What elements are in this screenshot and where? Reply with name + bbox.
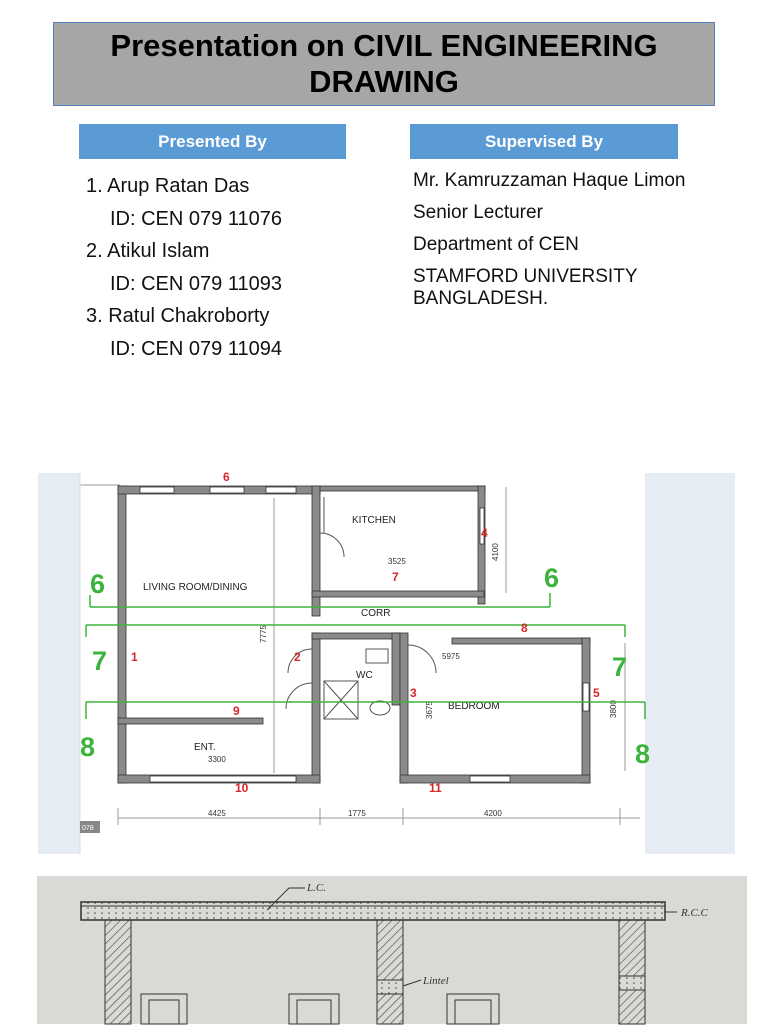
supervisor-title: Senior Lecturer — [413, 202, 543, 223]
wall-number-9: 9 — [233, 704, 240, 718]
dim-bottom-3: 4200 — [484, 809, 502, 818]
wall-number-4: 4 — [481, 526, 488, 540]
corner-tag: 078 — [82, 825, 94, 832]
presenter-name: 3. Ratul Chakroborty — [86, 305, 270, 327]
wall-number-8: 8 — [521, 621, 528, 635]
presented-by-header: Presented By — [79, 124, 346, 159]
wall-number-2: 2 — [294, 650, 301, 664]
section-drawing-panel — [37, 876, 747, 1024]
supervisor-info — [413, 170, 703, 320]
label-lintel: Lintel — [423, 975, 449, 987]
presenter-id: ID: CEN 079 11093 — [110, 272, 282, 295]
presenter-id: ID: CEN 079 11076 — [110, 207, 282, 230]
page-title: Presentation on CIVIL ENGINEERING DRAWING — [110, 28, 658, 99]
wall-number-11: 11 — [429, 781, 442, 795]
section-label-6-right: 6 — [544, 563, 560, 593]
wall-number-5: 5 — [593, 686, 600, 700]
floor-plan-panel — [38, 470, 735, 854]
section-label-8-left: 8 — [80, 732, 96, 762]
presenter-name: 1. Arup Ratan Das — [86, 175, 250, 197]
supervised-by-header: Supervised By — [410, 124, 678, 159]
wall-number-6: 6 — [223, 470, 230, 484]
dim-living-height: 7775 — [259, 625, 268, 643]
room-label-bedroom: BEDROOM — [448, 701, 500, 712]
section-label-8-right: 8 — [635, 739, 651, 769]
section-drawing — [37, 876, 747, 1024]
dim-kitchen-width: 3525 — [388, 557, 406, 566]
presenter-name: 2. Atikul Islam — [86, 240, 210, 262]
section-label-6-left: 6 — [90, 569, 106, 599]
section-label-7-left: 7 — [92, 646, 108, 676]
title-box — [53, 22, 715, 106]
supervisor-department: Department of CEN — [413, 234, 579, 255]
room-label-living: LIVING ROOM/DINING — [143, 582, 248, 593]
dim-bottom-1: 4425 — [208, 809, 226, 818]
dim-ent-width: 3300 — [208, 755, 226, 764]
room-label-corr: CORR — [361, 608, 391, 619]
presenters-list — [86, 170, 386, 365]
floor-plan-drawing — [80, 470, 651, 854]
dim-bedroom-top: 5975 — [442, 652, 460, 661]
wall-number-10: 10 — [235, 781, 249, 795]
room-label-wc: WC — [356, 670, 373, 681]
supervisor-university: STAMFORD UNIVERSITY BANGLADESH. — [413, 266, 638, 309]
wall-number-7: 7 — [392, 570, 399, 584]
dim-bedroom-right: 3800 — [609, 700, 618, 718]
room-label-ent: ENT. — [194, 742, 216, 753]
room-label-kitchen: KITCHEN — [352, 515, 396, 526]
label-lc: L.C. — [307, 882, 326, 894]
supervisor-name: Mr. Kamruzzaman Haque Limon — [413, 170, 686, 191]
wall-number-3: 3 — [410, 686, 417, 700]
wall-number-1: 1 — [131, 650, 138, 664]
dim-bedroom-left: 3675 — [425, 701, 434, 719]
dim-bottom-2: 1775 — [348, 809, 366, 818]
label-rcc: R.C.C — [681, 907, 708, 919]
section-label-7-right: 7 — [612, 652, 628, 682]
floor-plan-image — [80, 470, 651, 854]
presenter-id: ID: CEN 079 11094 — [110, 337, 282, 360]
dim-kitchen-height: 4100 — [491, 543, 500, 561]
